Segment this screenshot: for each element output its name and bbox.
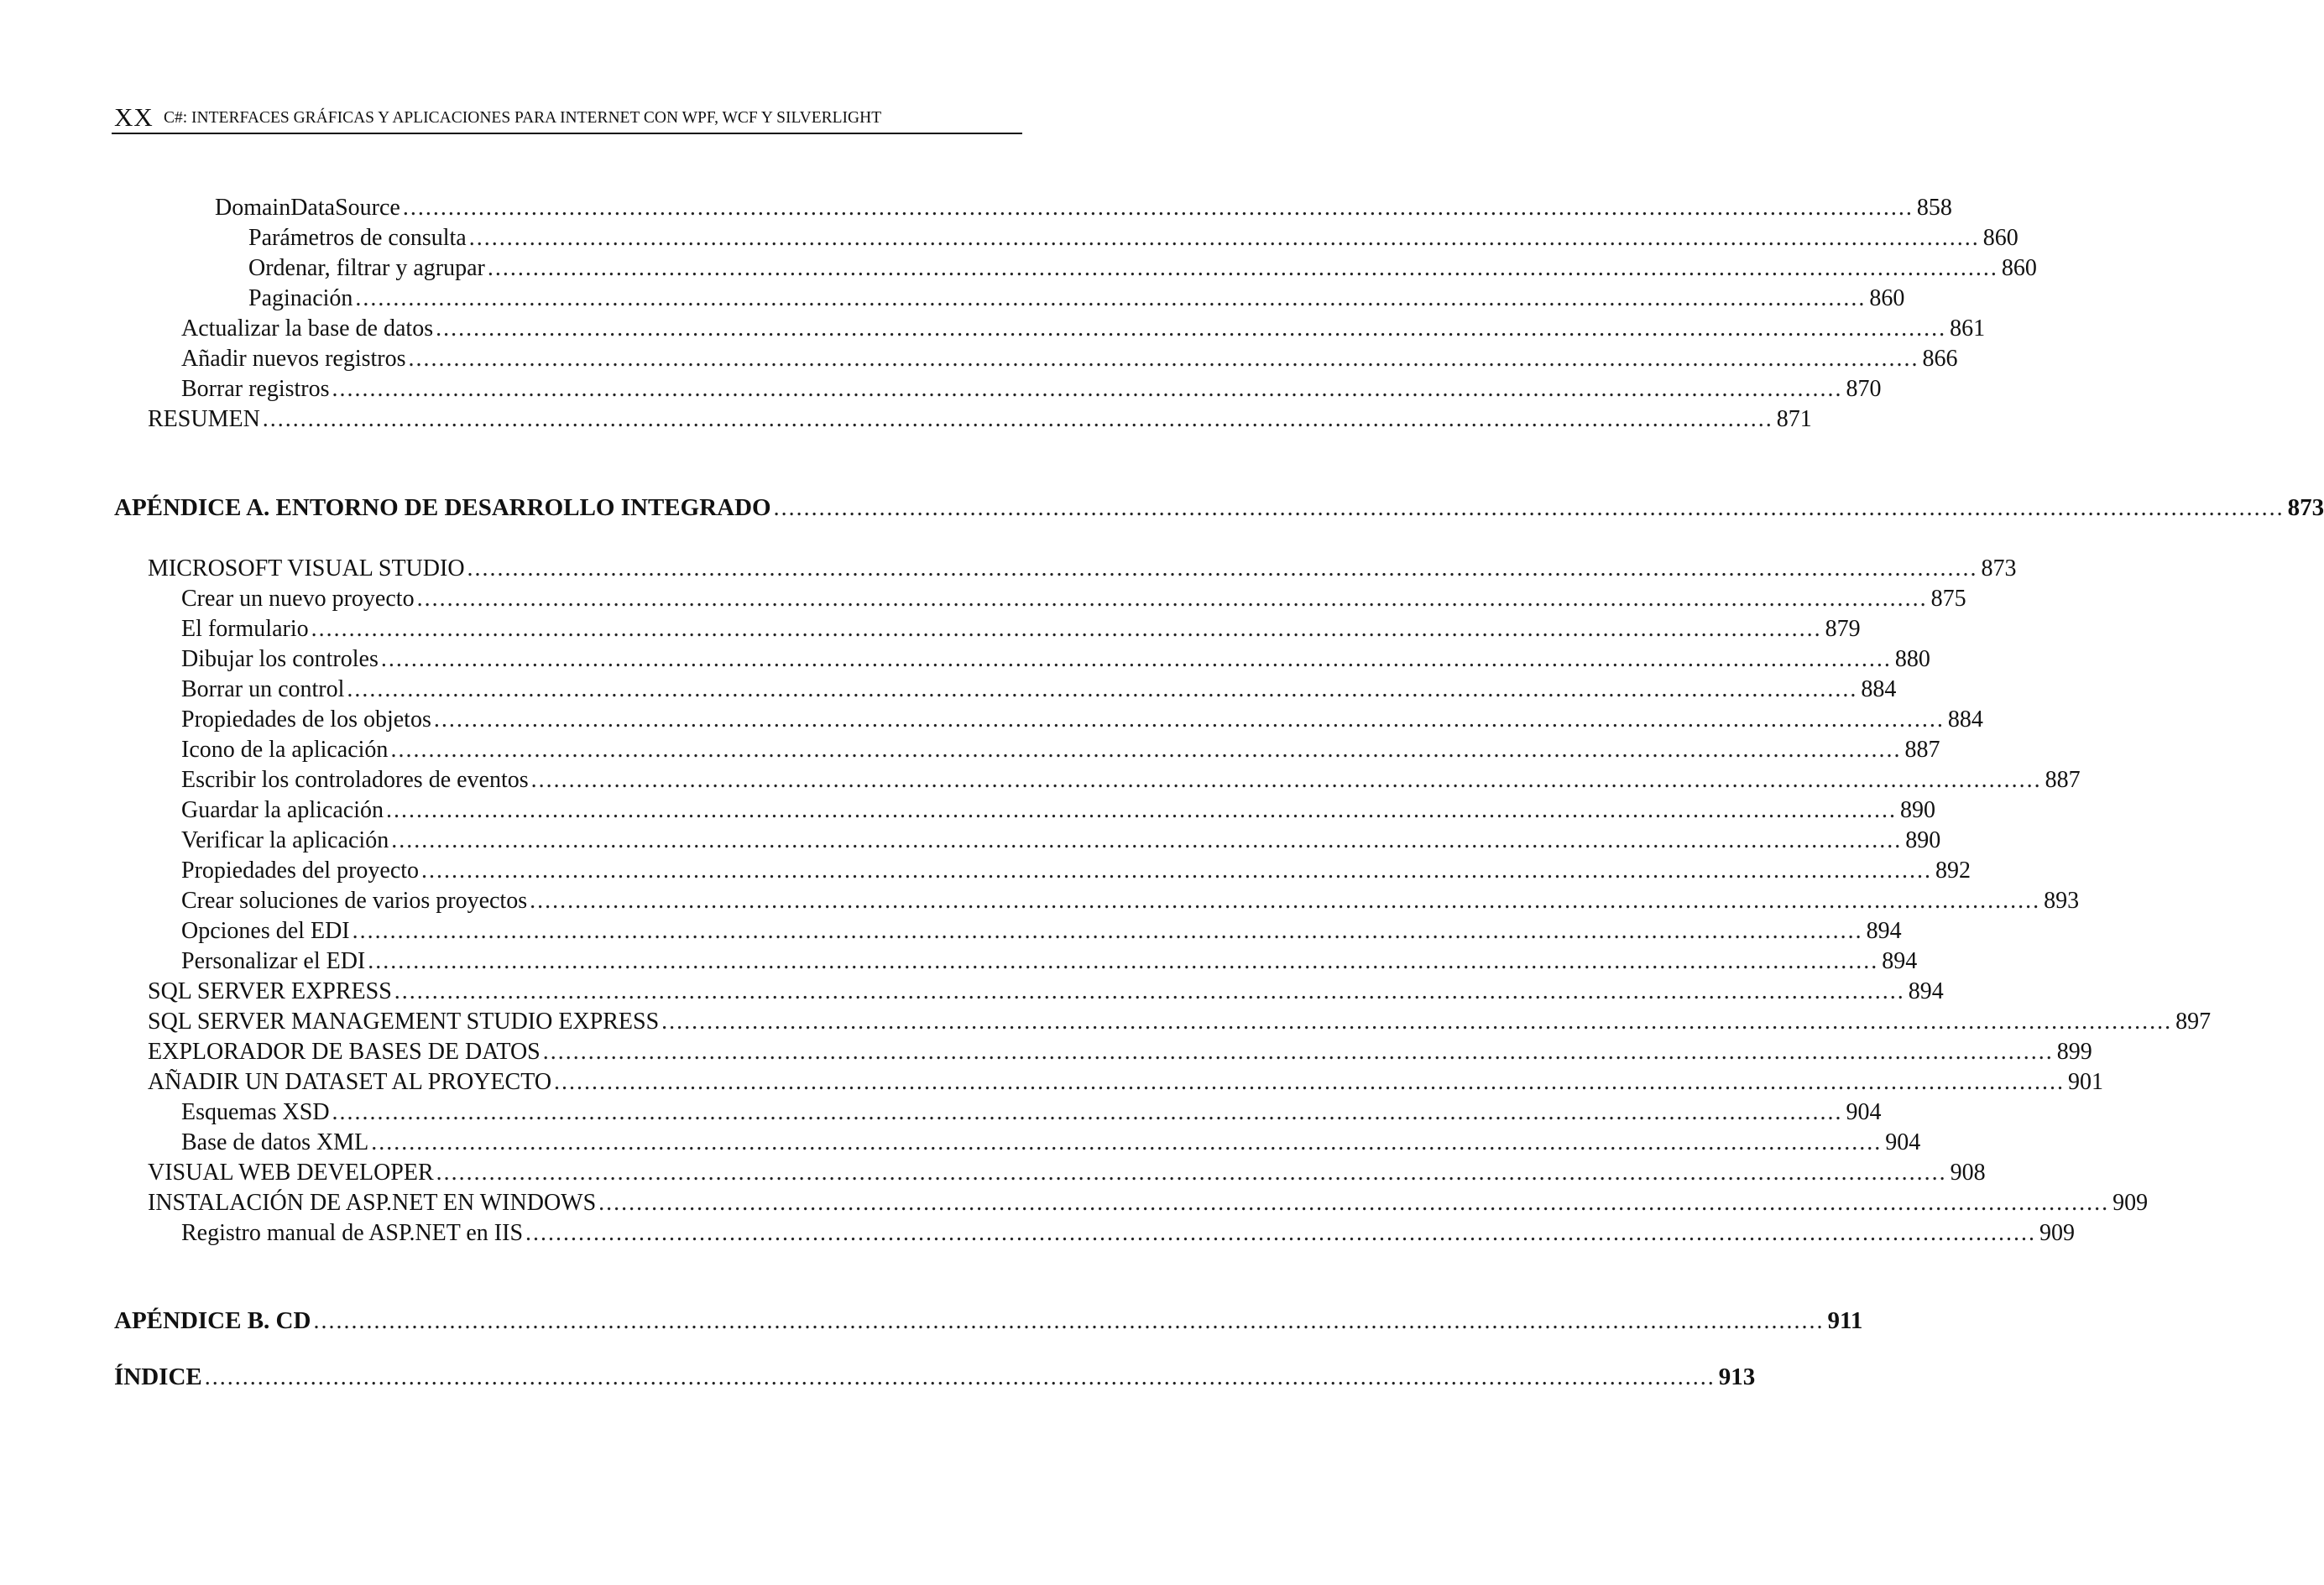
toc-entry-title: Guardar la aplicación xyxy=(181,797,384,823)
dot-leader: ........................................................................................................................................................................................................ xyxy=(436,1160,1947,1186)
toc-entry xyxy=(148,1004,2212,1035)
toc-entry-page: 894 xyxy=(1882,948,1918,974)
toc-entry-title: Crear soluciones de varios proyectos xyxy=(181,888,528,914)
toc-entry xyxy=(181,943,1918,974)
dot-leader: ........................................................................................................................................................................................................ xyxy=(661,1009,2173,1035)
dot-leader: ........................................................................................................................................................................................................ xyxy=(204,1364,1716,1390)
dot-leader: ........................................................................................................................................................................................................ xyxy=(394,978,1905,1004)
toc-entry xyxy=(181,341,1958,372)
toc-entry-page: 879 xyxy=(1825,616,1861,642)
dot-leader: ........................................................................................................................................................................................................ xyxy=(352,918,1863,944)
toc-entry-page: 908 xyxy=(1950,1160,1986,1186)
toc-entry-page: 860 xyxy=(2001,255,2037,281)
toc-entry-title: Escribir los controladores de eventos xyxy=(181,767,529,793)
toc-entry-page: 904 xyxy=(1846,1099,1882,1125)
dot-leader: ........................................................................................................................................................................................................ xyxy=(773,495,2285,521)
toc-entry-page: 890 xyxy=(1899,797,1935,823)
toc-entry xyxy=(181,1215,2076,1246)
toc-entry xyxy=(148,550,2017,581)
toc-entry-title: Verificar la aplicación xyxy=(181,827,389,853)
toc-entry-page: 884 xyxy=(1861,676,1897,702)
toc-entry-title: Propiedades del proyecto xyxy=(181,858,420,884)
dot-leader: ........................................................................................................................................................................................................ xyxy=(391,827,1903,853)
toc-entry-title: Crear un nuevo proyecto xyxy=(181,586,415,612)
dot-leader: ........................................................................................................................................................................................................ xyxy=(598,1190,2110,1216)
toc-entry-page: 909 xyxy=(2039,1220,2076,1246)
toc-entry-title: RESUMEN xyxy=(148,406,260,432)
dot-leader: ........................................................................................................................................................................................................ xyxy=(262,406,1773,432)
toc-entry-title: SQL SERVER MANAGEMENT STUDIO EXPRESS xyxy=(148,1009,660,1035)
toc-entry-page: 866 xyxy=(1922,346,1958,372)
toc-entry xyxy=(181,792,1935,823)
toc-entry xyxy=(181,701,1983,733)
toc-entry-title: ÍNDICE xyxy=(114,1363,202,1390)
toc-entry-page: 858 xyxy=(1916,195,1952,221)
toc-entry xyxy=(215,190,1952,221)
toc-entry xyxy=(114,490,2324,521)
toc-entry-page: 890 xyxy=(1905,827,1941,853)
toc-entry-page: 870 xyxy=(1846,376,1882,402)
toc-entry-page: 909 xyxy=(2112,1190,2149,1216)
toc-entry xyxy=(114,1359,1756,1390)
toc-entry-title: El formulario xyxy=(181,616,309,642)
toc-entry xyxy=(181,641,1930,672)
toc-entry-title: INSTALACIÓN DE ASP.NET EN WINDOWS xyxy=(148,1190,597,1216)
toc-entry-page: 913 xyxy=(1718,1363,1756,1390)
toc-entry-page: 894 xyxy=(1866,918,1902,944)
dot-leader: ........................................................................................................................................................................................................ xyxy=(468,225,1980,251)
toc-entry-title: Borrar un control xyxy=(181,676,345,702)
toc-entry-title: APÉNDICE A. ENTORNO DE DESARROLLO INTEGRADO xyxy=(114,494,771,521)
header-page-number: XX xyxy=(114,102,154,132)
toc-entry-title: Ordenar, filtrar y agrupar xyxy=(248,255,485,281)
dot-leader: ........................................................................................................................................................................................................ xyxy=(433,706,1945,733)
header-book-title: C#: INTERFACES GRÁFICAS Y APLICACIONES PARA INTERNET CON WPF, WCF Y SILVERLIGHT xyxy=(164,109,882,127)
dot-leader: ........................................................................................................................................................................................................ xyxy=(368,948,1879,974)
toc-entry-title: Parámetros de consulta xyxy=(248,225,467,251)
toc-entry-page: 894 xyxy=(1908,978,1944,1004)
toc-entry xyxy=(148,973,1944,1004)
dot-leader: ........................................................................................................................................................................................................ xyxy=(525,1220,2037,1246)
toc-entry xyxy=(181,822,1941,853)
toc-entry-title: Base de datos XML xyxy=(181,1129,369,1155)
dot-leader: ........................................................................................................................................................................................................ xyxy=(390,737,1902,763)
dot-leader: ........................................................................................................................................................................................................ xyxy=(530,767,2042,793)
toc-entry-page: 884 xyxy=(1947,706,1983,733)
toc-entry-title: Opciones del EDI xyxy=(181,918,350,944)
toc-entry xyxy=(114,1303,1863,1334)
toc-entry-page: 887 xyxy=(1904,737,1940,763)
toc-entry-title: Esquemas XSD xyxy=(181,1099,330,1125)
dot-leader: ........................................................................................................................................................................................................ xyxy=(385,797,1897,823)
toc-entry-title: Dibujar los controles xyxy=(181,646,379,672)
toc-entry xyxy=(181,852,1971,884)
toc-entry-page: 899 xyxy=(2056,1039,2092,1065)
toc-entry xyxy=(181,581,1966,612)
toc-entry xyxy=(181,611,1861,642)
dot-leader: ........................................................................................................................................................................................................ xyxy=(313,1308,1825,1334)
dot-leader: ........................................................................................................................................................................................................ xyxy=(554,1069,2065,1095)
dot-leader: ........................................................................................................................................................................................................ xyxy=(530,888,2041,914)
toc-entry xyxy=(148,1155,1986,1186)
dot-leader: ........................................................................................................................................................................................................ xyxy=(487,255,1998,281)
toc-entry-page: 897 xyxy=(2175,1009,2212,1035)
toc-entry-page: 901 xyxy=(2068,1069,2104,1095)
toc-entry-title: Añadir nuevos registros xyxy=(181,346,406,372)
toc-entry-page: 873 xyxy=(2287,494,2324,521)
toc-entry-title: Borrar registros xyxy=(181,376,330,402)
toc-entry-title: VISUAL WEB DEVELOPER xyxy=(148,1160,434,1186)
dot-leader: ........................................................................................................................................................................................................ xyxy=(402,195,1914,221)
dot-leader: ........................................................................................................................................................................................................ xyxy=(311,616,1822,642)
toc-entry xyxy=(148,401,1812,432)
toc-entry xyxy=(248,280,1905,311)
toc-entry xyxy=(248,250,2037,281)
toc-entry-page: 875 xyxy=(1930,586,1966,612)
toc-entry xyxy=(248,220,2018,251)
toc-entry xyxy=(148,1185,2149,1216)
toc-entry-title: Actualizar la base de datos xyxy=(181,315,434,342)
toc-entry xyxy=(181,913,1902,944)
dot-leader: ........................................................................................................................................................................................................ xyxy=(408,346,1919,372)
toc-entry-page: 887 xyxy=(2045,767,2081,793)
toc-entry-title: DomainDataSource xyxy=(215,195,400,221)
toc-entry xyxy=(181,371,1882,402)
dot-leader: ........................................................................................................................................................................................................ xyxy=(436,315,1947,342)
dot-leader: ........................................................................................................................................................................................................ xyxy=(371,1129,1883,1155)
toc-entry-title: MICROSOFT VISUAL STUDIO xyxy=(148,555,465,581)
toc-entry xyxy=(181,762,2081,793)
toc-entry-page: 873 xyxy=(1981,555,2017,581)
toc-entry-page: 860 xyxy=(1982,225,2018,251)
toc-entry xyxy=(181,883,2080,914)
toc-entry-title: APÉNDICE B. CD xyxy=(114,1307,311,1334)
dot-leader: ........................................................................................................................................................................................................ xyxy=(332,1099,1843,1125)
toc-entry-page: 861 xyxy=(1950,315,1986,342)
toc-entry-page: 860 xyxy=(1869,285,1905,311)
toc-entry xyxy=(181,1124,1921,1155)
toc-entry-page: 893 xyxy=(2044,888,2080,914)
dot-leader: ........................................................................................................................................................................................................ xyxy=(467,555,1978,581)
toc-entry xyxy=(181,732,1940,763)
toc-entry xyxy=(148,1034,2092,1065)
toc-entry-title: Paginación xyxy=(248,285,353,311)
toc-entry xyxy=(148,1064,2104,1095)
dot-leader: ........................................................................................................................................................................................................ xyxy=(347,676,1858,702)
toc-entry xyxy=(181,1094,1882,1125)
toc-entry-title: AÑADIR UN DATASET AL PROYECTO xyxy=(148,1069,552,1095)
toc-entry-title: SQL SERVER EXPRESS xyxy=(148,978,392,1004)
dot-leader: ........................................................................................................................................................................................................ xyxy=(380,646,1892,672)
toc-entry-page: 871 xyxy=(1776,406,1812,432)
dot-leader: ........................................................................................................................................................................................................ xyxy=(542,1039,2054,1065)
dot-leader: ........................................................................................................................................................................................................ xyxy=(332,376,1843,402)
toc-entry-title: Propiedades de los objetos xyxy=(181,706,431,733)
toc-entry xyxy=(181,310,1986,342)
toc-entry-page: 880 xyxy=(1894,646,1930,672)
toc-entry xyxy=(181,671,1897,702)
dot-leader: ........................................................................................................................................................................................................ xyxy=(355,285,1867,311)
toc-entry-page: 904 xyxy=(1885,1129,1921,1155)
toc-entry-title: EXPLORADOR DE BASES DE DATOS xyxy=(148,1039,541,1065)
toc-entry-title: Registro manual de ASP.NET en IIS xyxy=(181,1220,524,1246)
toc-entry-title: Icono de la aplicación xyxy=(181,737,389,763)
dot-leader: ........................................................................................................................................................................................................ xyxy=(416,586,1928,612)
toc-entry-page: 892 xyxy=(1935,858,1971,884)
toc-entry-page: 911 xyxy=(1827,1307,1863,1334)
toc-entry-title: Personalizar el EDI xyxy=(181,948,366,974)
dot-leader: ........................................................................................................................................................................................................ xyxy=(421,858,1933,884)
